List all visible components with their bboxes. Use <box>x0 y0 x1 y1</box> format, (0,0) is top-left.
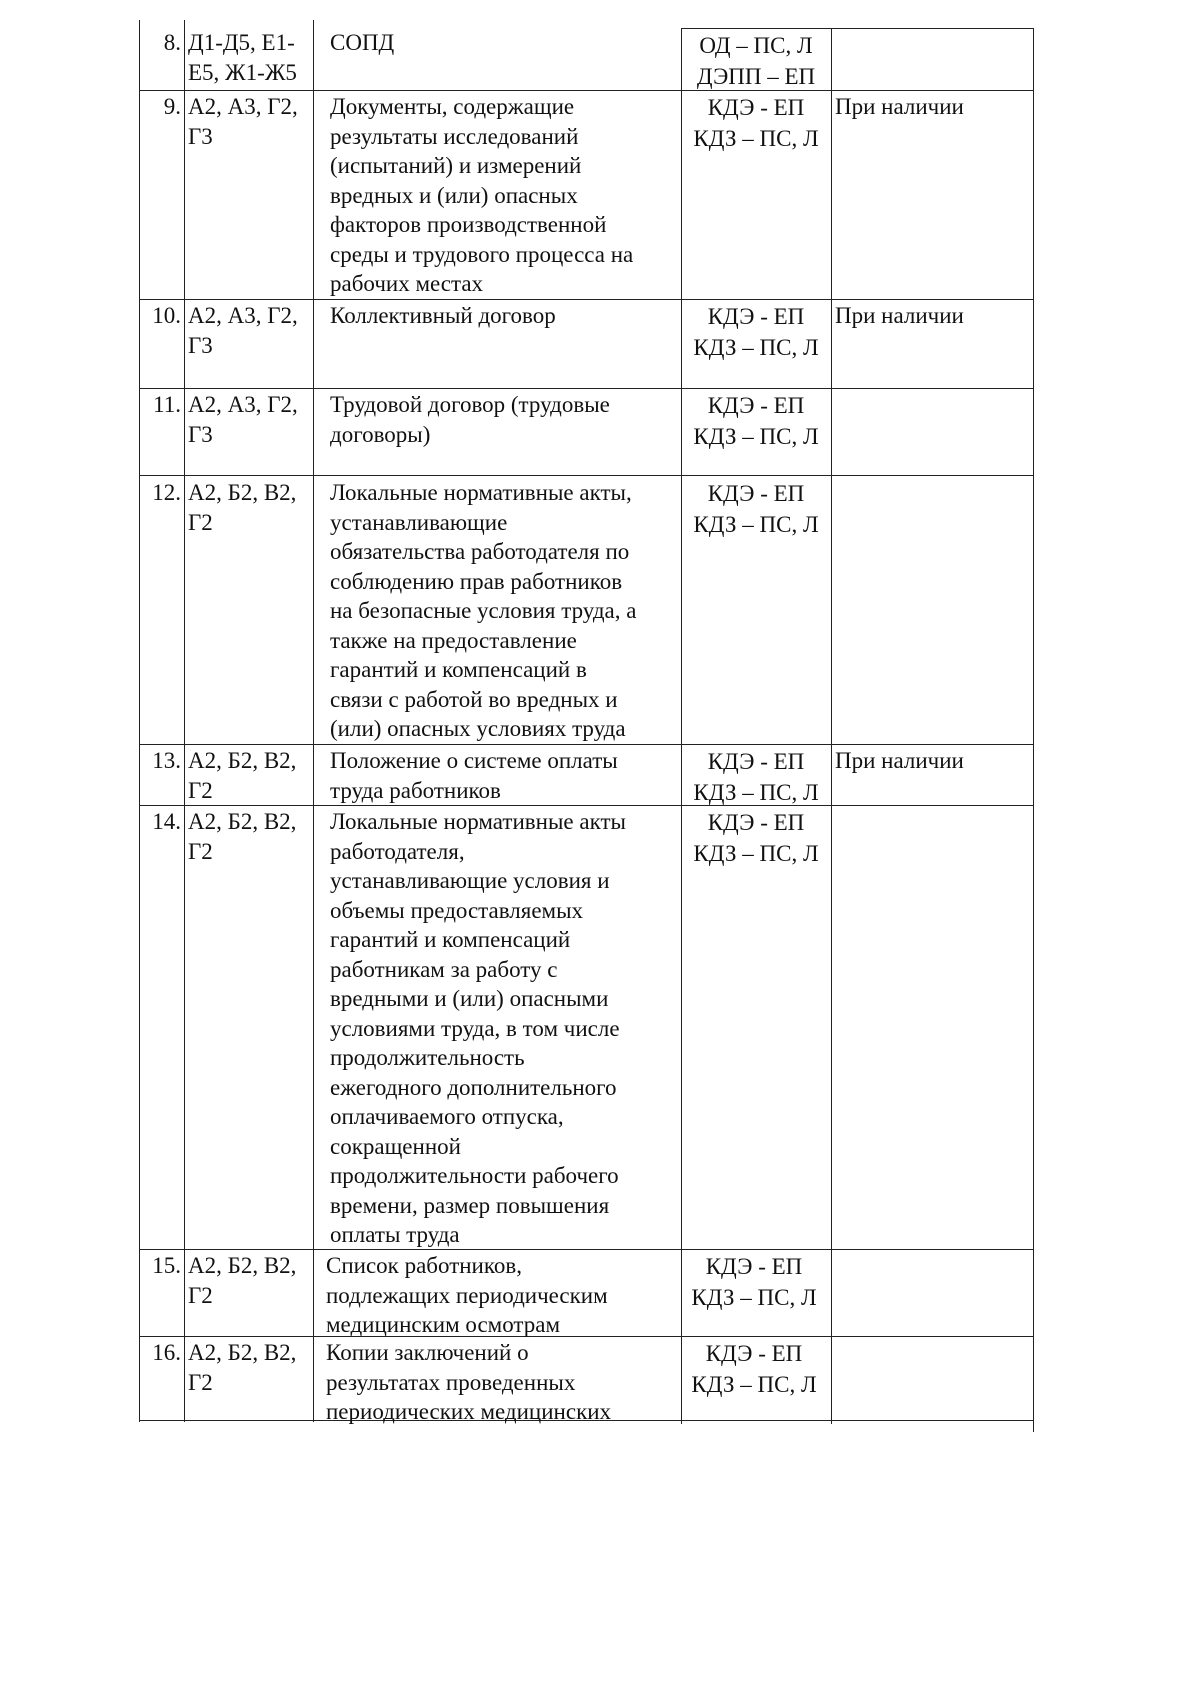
row-document-title: Трудовой договор (трудовые договоры) <box>330 392 610 447</box>
row-document-title: Коллективный договор <box>330 303 556 328</box>
row-number: 15. <box>152 1253 181 1278</box>
row-storage-form: КДЭ - ЕП КДЗ – ПС, Л <box>693 95 819 151</box>
row-storage-form: КДЭ - ЕП КДЗ – ПС, Л <box>693 810 819 866</box>
row-codes: А2, Б2, В2, Г2 <box>188 809 297 864</box>
table-border-top-right <box>681 28 1033 29</box>
row-codes: А2, А3, Г2, Г3 <box>188 303 298 358</box>
row-document-title: Список работников, подлежащих периодическим медицинским осмотрам <box>326 1253 608 1337</box>
row-codes: Д1-Д5, Е1- Е5, Ж1-Ж5 <box>188 30 297 85</box>
row-number: 16. <box>152 1340 181 1365</box>
row-storage-form: КДЭ - ЕП КДЗ – ПС, Л <box>693 304 819 360</box>
row-storage-form: КДЭ - ЕП КДЗ – ПС, Л <box>693 393 819 449</box>
row-codes: А2, Б2, В2, Г2 <box>188 748 297 803</box>
row-divider-8 <box>139 90 1033 91</box>
row-number: 14. <box>152 809 181 834</box>
row-note: При наличии <box>835 94 964 119</box>
row-note: При наличии <box>835 748 964 773</box>
row-document-title: Копии заключений о результатах проведенных периодических медицинских <box>326 1340 612 1424</box>
row-storage-form: КДЭ - ЕП КДЗ – ПС, Л <box>693 749 819 805</box>
row-storage-form: КДЭ - ЕП КДЗ – ПС, Л <box>691 1341 817 1397</box>
row-number: 12. <box>152 480 181 505</box>
column-divider-title <box>681 28 682 1424</box>
row-number: 8. <box>163 30 181 55</box>
column-divider-number <box>184 20 185 1422</box>
row-number: 11. <box>153 392 181 417</box>
row-note: При наличии <box>835 303 964 328</box>
row-codes: А2, А3, Г2, Г3 <box>188 94 298 149</box>
row-number: 10. <box>152 303 181 328</box>
row-document-title: Локальные нормативные акты работодателя, устанавливающие условия и объемы предоставляемых гарантий и компенсаций работникам за работу с вредными и (или) опасными условиями труда, в том числе продолжительность ежегодного дополнительного оплачиваемого отпуска, сокращенной продолжительности рабочего времени, размер повышения оплаты труда <box>330 809 626 1247</box>
row-codes: А2, Б2, В2, Г2 <box>188 1253 297 1308</box>
row-codes: А2, Б2, В2, Г2 <box>188 480 297 535</box>
row-divider-13 <box>139 805 1033 806</box>
row-storage-form: КДЭ - ЕП КДЗ – ПС, Л <box>693 481 819 537</box>
row-document-title: СОПД <box>330 30 395 55</box>
row-number: 13. <box>152 748 181 773</box>
row-storage-form: КДЭ - ЕП КДЗ – ПС, Л <box>691 1254 817 1310</box>
column-divider-codes <box>313 20 314 1422</box>
row-codes: А2, Б2, В2, Г2 <box>188 1340 297 1395</box>
row-document-title: Локальные нормативные акты, устанавливающие обязательства работодателя по соблюдению прав работников на безопасные условия труда, а также на предоставление гарантий и компенсаций в связи с работой во вредных и (или) опасных условиях труда <box>330 480 637 741</box>
row-storage-form: ОД – ПС, Л ДЭПП – ЕП <box>696 33 816 89</box>
column-divider-form <box>831 28 832 1424</box>
row-document-title: Документы, содержащие результаты исследований (испытаний) и измерений вредных и (или) опасных факторов производственной среды и трудового процесса на рабочих местах <box>330 94 634 296</box>
row-divider-11 <box>139 475 1033 476</box>
row-divider-12 <box>139 744 1033 745</box>
row-divider-10 <box>139 388 1033 389</box>
row-document-title: Положение о системе оплаты труда работников <box>330 748 618 803</box>
row-codes: А2, А3, Г2, Г3 <box>188 392 298 447</box>
table-border-left <box>139 20 140 1422</box>
row-number: 9. <box>163 94 181 119</box>
row-divider-9 <box>139 299 1033 300</box>
table-border-right <box>1033 28 1034 1432</box>
